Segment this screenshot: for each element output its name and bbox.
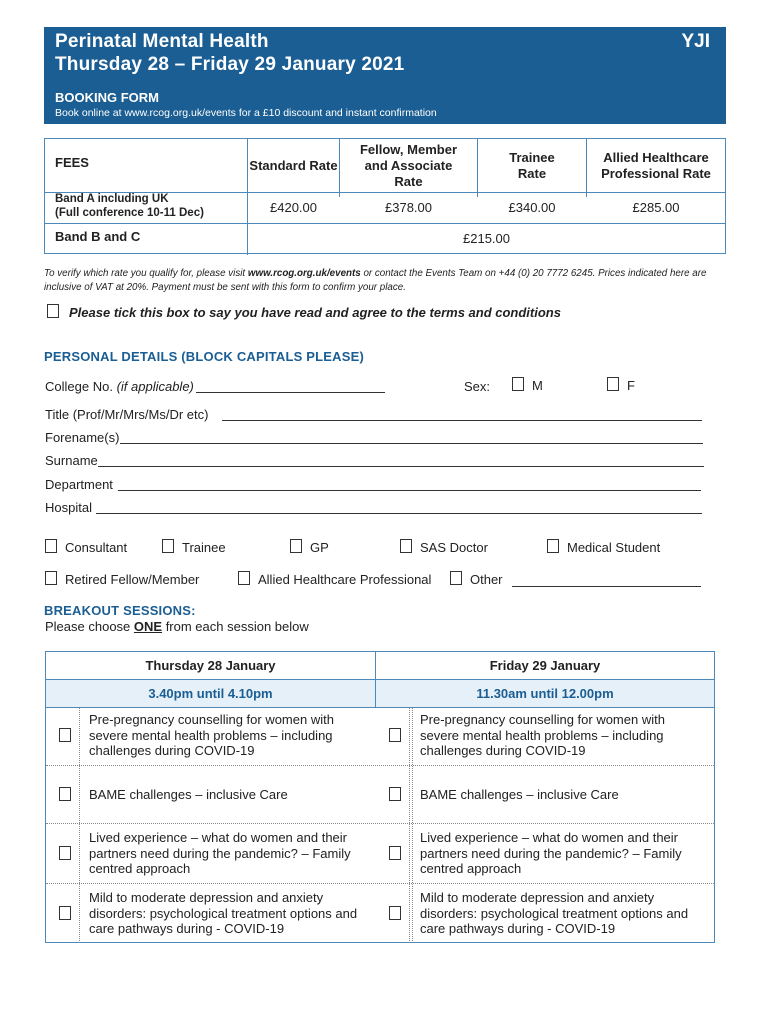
friday-header: Friday 29 January [489, 658, 601, 673]
band-bc-price: £215.00 [463, 231, 510, 246]
sex-f-option: F [607, 378, 635, 394]
fees-label: FEES [55, 155, 89, 170]
role-allied-checkbox[interactable] [238, 571, 250, 585]
fri-session-4-checkbox[interactable] [389, 906, 401, 920]
col-member-rate: Fellow, Member and Associate Rate [359, 141, 458, 189]
department-label: Department [45, 477, 113, 492]
hospital-field[interactable] [96, 513, 702, 514]
department-field[interactable] [118, 490, 701, 491]
role-consultant: Consultant [45, 540, 127, 556]
thursday-time: 3.40pm until 4.10pm [46, 680, 375, 707]
thu-session-1-checkbox[interactable] [59, 728, 71, 742]
sex-f-checkbox[interactable] [607, 377, 619, 391]
thu-session-1: Pre-pregnancy counselling for women with severe mental health problems – including challenges during COVID-19 [89, 712, 334, 758]
role-trainee-checkbox[interactable] [162, 539, 174, 553]
terms-checkbox[interactable] [47, 304, 59, 318]
role-other-field[interactable] [512, 586, 701, 587]
event-title: Perinatal Mental Health [55, 31, 269, 52]
breakout-heading: BREAKOUT SESSIONS: [44, 603, 196, 618]
breakout-table [45, 651, 715, 943]
col-allied-rate: Allied Healthcare Professional Rate [601, 149, 711, 181]
online-booking-note: Book online at www.rcog.org.uk/events for a £10 discount and instant confirmation [55, 107, 437, 119]
fees-table [44, 138, 726, 254]
sex-m-option: M [512, 378, 543, 394]
role-retired: Retired Fellow/Member [45, 572, 199, 588]
band-a-trainee-price: £340.00 [508, 200, 556, 215]
title-label: Title (Prof/Mr/Mrs/Ms/Dr etc) [45, 407, 209, 422]
fri-session-2: BAME challenges – inclusive Care [420, 787, 619, 802]
role-trainee: Trainee [162, 540, 226, 556]
thu-session-3-checkbox[interactable] [59, 846, 71, 860]
band-bc-label: Band B and C [55, 229, 141, 244]
header-banner [44, 27, 726, 124]
fri-session-3-checkbox[interactable] [389, 846, 401, 860]
thursday-header: Thursday 28 January [145, 658, 276, 673]
role-student-checkbox[interactable] [547, 539, 559, 553]
role-allied: Allied Healthcare Professional [238, 572, 431, 588]
fri-session-2-checkbox[interactable] [389, 787, 401, 801]
surname-field[interactable] [98, 466, 704, 467]
forename-label: Forename(s) [45, 430, 120, 445]
thu-session-4-checkbox[interactable] [59, 906, 71, 920]
college-no-label: College No. (if applicable) [45, 379, 194, 394]
college-no-field[interactable] [196, 392, 385, 393]
sex-m-checkbox[interactable] [512, 377, 524, 391]
band-a-standard-price: £420.00 [270, 200, 317, 215]
fri-session-3: Lived experience – what do women and their partners need during the pandemic? – Family centred approach [420, 830, 682, 876]
fri-session-1: Pre-pregnancy counselling for women with severe mental health problems – including challenges during COVID-19 [420, 712, 665, 758]
role-gp-checkbox[interactable] [290, 539, 302, 553]
event-dates: Thursday 28 – Friday 29 January 2021 [55, 54, 405, 75]
title-field[interactable] [222, 420, 702, 421]
thu-session-3: Lived experience – what do women and their partners need during the pandemic? – Family centred approach [89, 830, 351, 876]
band-a-member-price: £378.00 [385, 200, 432, 215]
personal-details-heading: PERSONAL DETAILS (BLOCK CAPITALS PLEASE) [44, 349, 365, 364]
role-consultant-checkbox[interactable] [45, 539, 57, 553]
role-retired-checkbox[interactable] [45, 571, 57, 585]
role-sas-doctor: SAS Doctor [400, 540, 488, 556]
thu-session-2-checkbox[interactable] [59, 787, 71, 801]
rate-verification-note: To verify which rate you qualify for, please visit www.rcog.org.uk/events or contact the Events Team on +44 (0) 20 7772 6245. Prices indicated here are inclusive of VAT at 20%. Payment must be sent with this form to confirm your place. [44, 268, 707, 293]
booking-form-label: BOOKING FORM [55, 90, 159, 105]
surname-label: Surname [45, 453, 98, 468]
role-other: Other [450, 572, 503, 588]
band-a-allied-price: £285.00 [632, 200, 680, 215]
hospital-label: Hospital [45, 500, 92, 515]
thu-session-2: BAME challenges – inclusive Care [89, 787, 288, 802]
thu-session-4: Mild to moderate depression and anxiety disorders: psychological treatment options and care pathways during - COVID-19 [89, 890, 358, 936]
event-code: YJI [681, 31, 710, 52]
role-medical-student: Medical Student [547, 540, 660, 556]
fri-session-4: Mild to moderate depression and anxiety disorders: psychological treatment options and care pathways during - COVID-19 [420, 890, 689, 936]
sex-label: Sex: [464, 379, 491, 394]
forename-field[interactable] [120, 443, 703, 444]
band-a-label: Band A including UK (Full conference 10-11 Dec) [55, 193, 204, 219]
friday-time: 11.30am until 12.00pm [376, 680, 714, 707]
breakout-instruction: Please choose ONE from each session below [45, 619, 309, 634]
terms-agreement [47, 305, 561, 321]
role-gp: GP [290, 540, 329, 556]
fri-session-1-checkbox[interactable] [389, 728, 401, 742]
events-link[interactable]: www.rcog.org.uk/events [247, 268, 361, 279]
col-trainee-rate: Trainee Rate [509, 149, 555, 181]
col-standard-rate: Standard Rate [249, 157, 338, 173]
role-other-checkbox[interactable] [450, 571, 462, 585]
role-sas-checkbox[interactable] [400, 539, 412, 553]
terms-label: Please tick this box to say you have read and agree to the terms and conditions [69, 305, 561, 320]
